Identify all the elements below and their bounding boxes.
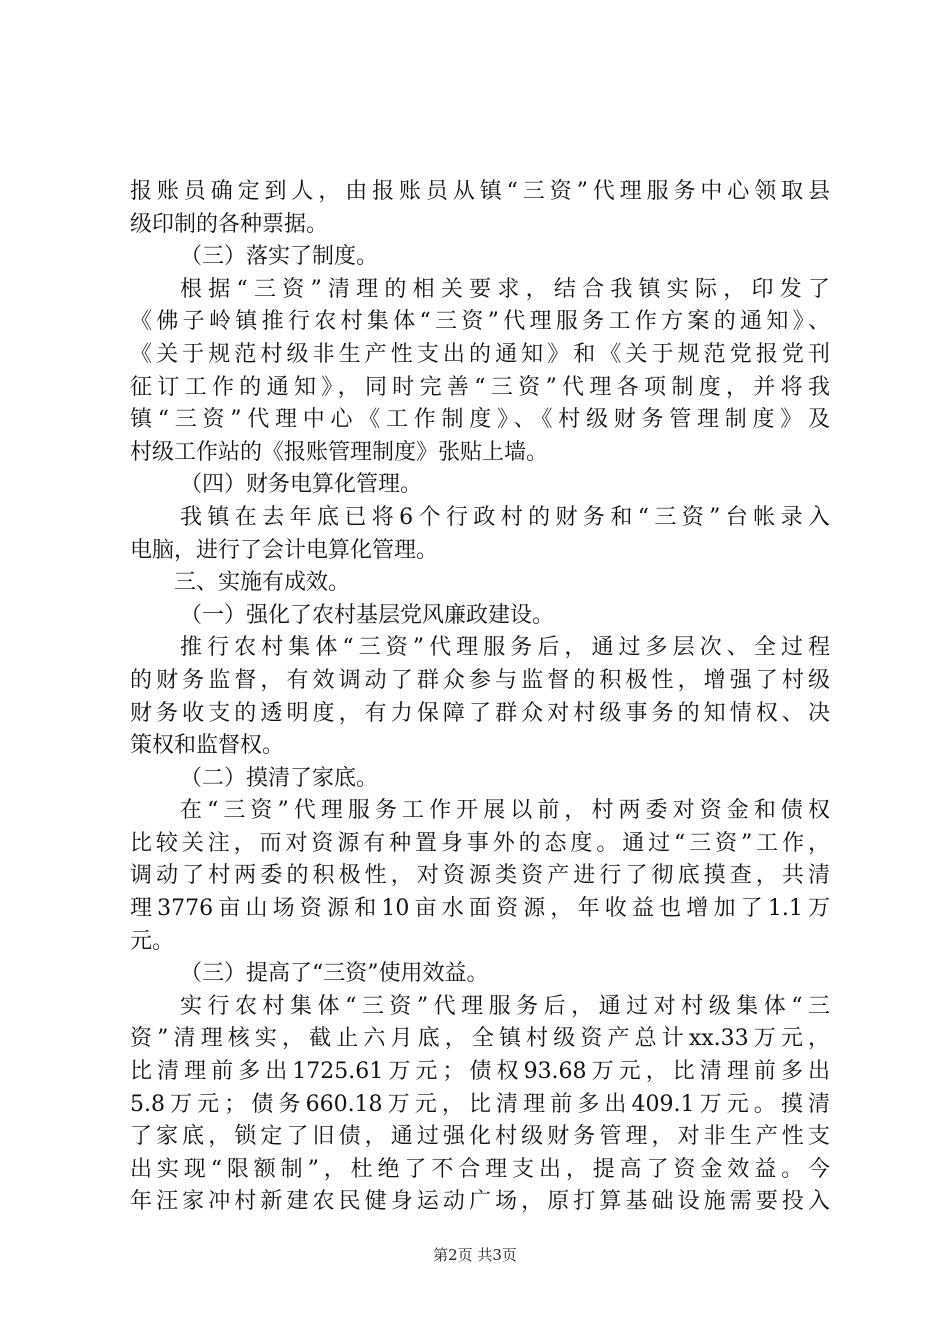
paragraph-line: 推行农村集体“三资”代理服务后，通过多层次、全过程 [180,635,830,661]
section-heading: （一）强化了农村基层党风廉政建设。 [180,602,555,628]
paragraph-line: 我镇在去年底已将6个行政村的财务和“三资”台帐录入 [180,504,830,530]
paragraph-line: 理3776亩山场资源和10亩水面资源，年收益也增加了1.1万 [130,896,830,922]
paragraph-line: 《佛子岭镇推行农村集体“三资”代理服务工作方案的通知》、 [130,309,830,335]
paragraph-line: 了家底，锁定了旧债，通过强化村级财务管理，对非生产性支 [130,1124,830,1150]
paragraph-line: 镇“三资”代理中心《工作制度》、《村级财务管理制度》及 [130,407,830,433]
paragraph-line: 根据“三资”清理的相关要求，结合我镇实际，印发了 [180,276,830,302]
paragraph-line: 报账员确定到人，由报账员从镇“三资”代理服务中心领取县 [130,179,830,204]
page-footer [0,1244,950,1265]
paragraph-line: 实行农村集体“三资”代理服务后，通过对村级集体“三 [180,993,830,1019]
paragraph-line: 比清理前多出1725.61万元；债权93.68万元，比清理前多出 [130,1059,830,1085]
section-heading: （三）提高了“三资”使用效益。 [180,961,489,987]
paragraph-line: 元。 [130,928,175,954]
paragraph-line: 年汪家冲村新建农民健身运动广场，原打算基础设施需要投入 [130,1189,830,1215]
paragraph-line: 资”清理核实，截止六月底，全镇村级资产总计xx.33万元， [130,1026,830,1052]
section-heading: （二）摸清了家底。 [180,765,379,791]
paragraph-line: 5.8万元；债务660.18万元，比清理前多出409.1万元。摸清 [130,1091,830,1117]
paragraph-line: 《关于规范村级非生产性支出的通知》和《关于规范党报党刊 [130,341,830,367]
paragraph-line: 村级工作站的《报账管理制度》张贴上墙。 [130,439,549,465]
paragraph-line: 调动了村两委的积极性，对资源类资产进行了彻底摸查，共清 [130,863,830,889]
page-number: 第2页 共3页 [433,1246,517,1264]
paragraph-line: 的财务监督，有效调动了群众参与监督的积极性，增强了村级 [130,667,830,693]
paragraph-line: 电脑，进行了会计电算化管理。 [130,537,439,563]
paragraph-line: 征订工作的通知》，同时完善“三资”代理各项制度，并将我 [130,374,830,400]
section-heading: （三）落实了制度。 [180,244,379,270]
section-heading: 三、实施有成效。 [174,570,351,596]
paragraph-line: 比较关注，而对资源有种置身事外的态度。通过“三资”工作， [130,830,830,856]
paragraph-line: 级印制的各种票据。 [130,211,329,237]
section-heading: （四）财务电算化管理。 [180,472,423,498]
paragraph-line: 出实现“限额制”，杜绝了不合理支出，提高了资金效益。今 [130,1156,830,1182]
document-body [130,176,830,1219]
paragraph-line: 财务收支的透明度，有力保障了群众对村级事务的知情权、决 [130,700,830,726]
paragraph-line: 策权和监督权。 [130,733,285,759]
paragraph-line: 在“三资”代理服务工作开展以前，村两委对资金和债权 [180,798,830,824]
